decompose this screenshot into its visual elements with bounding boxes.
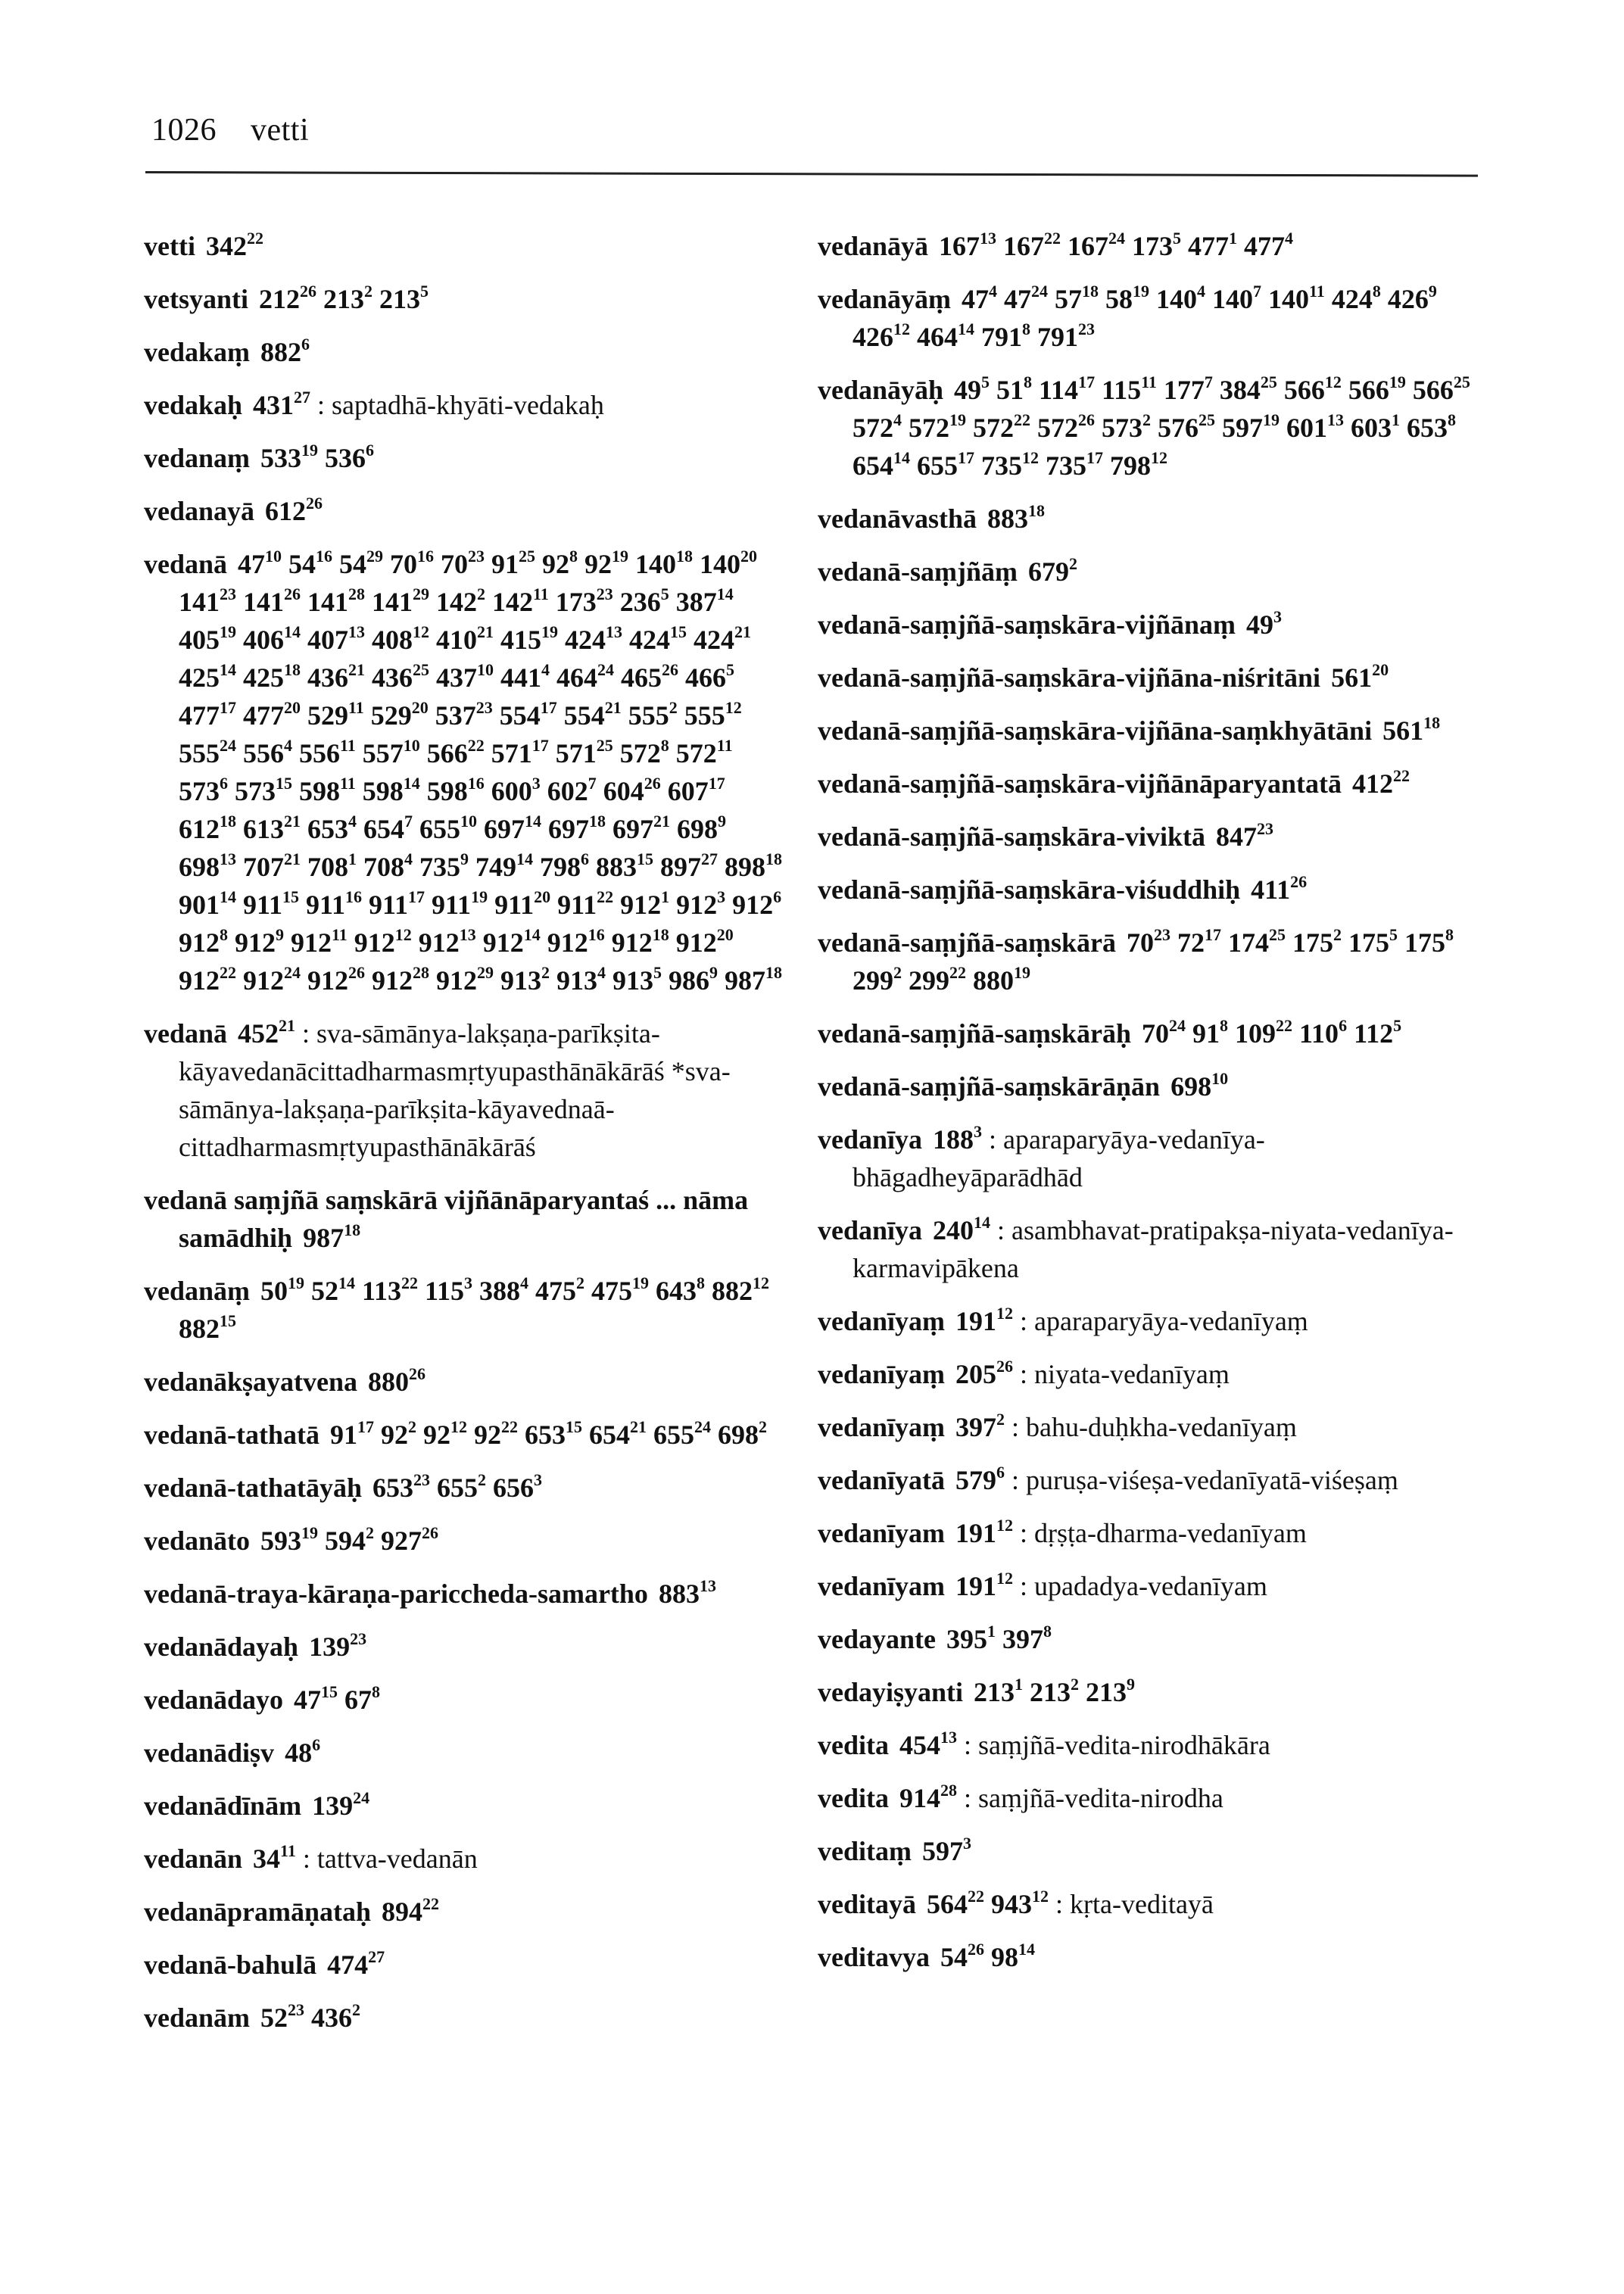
entry-references: $70^{23}$ $72^{17}$ $174^{25}$ $175^2$ $175^5$ $175^8$ $299^2$ $299^{22}$ $880^{19}$ bbox=[853, 925, 1454, 996]
entry-headword: vedanā-saṃjñāṃ bbox=[818, 556, 1018, 587]
index-entry bbox=[818, 1832, 1484, 1870]
entry-headword: vedanā-saṃjñā-saṃskāra-viśuddhiḥ bbox=[818, 874, 1241, 905]
index-entry bbox=[818, 1620, 1484, 1658]
entry-note: : niyata-vedanīyaṃ bbox=[1020, 1359, 1230, 1389]
index-entry bbox=[144, 1628, 787, 1666]
entry-headword: vedanān bbox=[144, 1844, 243, 1874]
index-entry bbox=[818, 712, 1484, 750]
index-entry bbox=[818, 1355, 1484, 1393]
entry-headword: vedanādiṣv bbox=[144, 1738, 275, 1768]
index-entry bbox=[818, 553, 1484, 591]
index-entry bbox=[818, 606, 1484, 644]
index-entry bbox=[818, 1302, 1484, 1340]
page-header bbox=[151, 112, 309, 148]
entry-headword: vedanādīnām bbox=[144, 1791, 302, 1821]
index-entry bbox=[144, 1272, 787, 1348]
entry-references: $894^{22}$ bbox=[382, 1894, 440, 1927]
entry-headword: veditayā bbox=[818, 1889, 916, 1919]
entry-references: $431^{27}$ bbox=[253, 388, 311, 420]
index-entry bbox=[818, 1567, 1484, 1605]
entry-headword: vedanīyam bbox=[818, 1571, 946, 1601]
entry-headword: veditavya bbox=[818, 1942, 930, 1972]
index-entry bbox=[144, 1840, 787, 1878]
entry-headword: vedanīya bbox=[818, 1215, 923, 1245]
index-entry bbox=[818, 1121, 1484, 1196]
entry-headword: vedanām bbox=[144, 2003, 251, 2033]
entry-references: $593^{19}$ $594^2$ $927^{26}$ bbox=[260, 1523, 439, 1556]
entry-references: $213^1$ $213^2$ $213^9$ bbox=[974, 1675, 1136, 1707]
entry-references: $139^{23}$ bbox=[309, 1629, 367, 1662]
entry-references: $533^{19}$ $536^6$ bbox=[260, 441, 375, 473]
index-entry bbox=[818, 227, 1484, 265]
entry-headword: vedanāyāṃ bbox=[818, 284, 952, 314]
entry-headword: vedanā bbox=[144, 1018, 228, 1049]
index-entry bbox=[144, 1363, 787, 1401]
entry-headword: vedanā-saṃjñā-saṃskāra-vijñānāparyantatā bbox=[818, 768, 1342, 799]
index-entry bbox=[818, 1461, 1484, 1499]
header-rule bbox=[145, 171, 1478, 177]
entry-references: $653^{23}$ $655^2$ $656^3$ bbox=[372, 1470, 543, 1503]
entry-headword: vedanā-saṃjñā-saṃskāra-viviktā bbox=[818, 821, 1206, 852]
entry-references: $561^{20}$ bbox=[1331, 660, 1389, 693]
entry-note: : puruṣa-viśeṣa-vedanīyatā-viśeṣaṃ bbox=[1011, 1465, 1398, 1495]
entry-references: $914^{28}$ bbox=[899, 1781, 957, 1813]
index-entry bbox=[818, 371, 1484, 485]
entry-references: $342^{22}$ bbox=[205, 229, 263, 261]
entry-references: $139^{24}$ bbox=[312, 1788, 370, 1821]
entry-note: : bahu-duḥkha-vedanīyaṃ bbox=[1011, 1412, 1297, 1442]
entry-headword: vedanā-saṃjñā-saṃskārāḥ bbox=[818, 1018, 1132, 1049]
entry-references: $191^{12}$ bbox=[955, 1569, 1014, 1601]
entry-references: $882^6$ bbox=[260, 335, 310, 367]
entry-references: $50^{19}$ $52^{14}$ $113^{22}$ $115^3$ $388^4$ $475^2$ $475^{19}$ $643^8$ $882^{12}$ $882^{15}$ bbox=[179, 1273, 770, 1344]
entry-note: : upadadya-vedanīyam bbox=[1020, 1571, 1267, 1601]
index-entry bbox=[818, 871, 1484, 909]
index-entry bbox=[144, 1999, 787, 2037]
entry-references: $91^{17}$ $92^2$ $92^{12}$ $92^{22}$ $653^{15}$ $654^{21}$ $655^{24}$ $698^2$ bbox=[330, 1417, 767, 1450]
entry-headword: vedanādayaḥ bbox=[144, 1632, 299, 1662]
entry-references: $167^{13}$ $167^{22}$ $167^{24}$ $173^5$ $477^1$ $477^4$ bbox=[939, 229, 1294, 261]
entry-headword: vedanā-saṃjñā-saṃskāra-vijñāna-saṃkhyātāni bbox=[818, 715, 1373, 746]
entry-references: $54^{26}$ $98^{14}$ bbox=[940, 1940, 1035, 1972]
index-entry bbox=[818, 659, 1484, 697]
entry-headword: vedanā-saṃjñā-saṃskārā bbox=[818, 927, 1117, 958]
entry-headword: vedanaṃ bbox=[144, 443, 251, 473]
entry-headword: vedanā-saṃjñā-saṃskāra-vijñānaṃ bbox=[818, 609, 1236, 640]
entry-note: : saṃjñā-vedita-nirodhākāra bbox=[964, 1730, 1270, 1760]
entry-references: $880^{26}$ bbox=[368, 1364, 426, 1397]
entry-references: $679^2$ bbox=[1028, 554, 1078, 587]
index-entry bbox=[818, 1779, 1484, 1817]
entry-headword: vetsyanti bbox=[144, 284, 248, 314]
left-column bbox=[144, 227, 787, 2052]
index-entry bbox=[144, 333, 787, 371]
entry-references: $205^{26}$ bbox=[955, 1357, 1014, 1389]
entry-references: $212^{26}$ $213^2$ $213^5$ bbox=[259, 282, 429, 314]
index-entry bbox=[818, 280, 1484, 356]
entry-headword: vedanīyaṃ bbox=[818, 1359, 946, 1389]
entry-references: $70^{24}$ $91^8$ $109^{22}$ $110^6$ $112^5$ bbox=[1142, 1016, 1402, 1049]
index-entry bbox=[144, 1181, 787, 1257]
entry-headword: vedanā-bahulā bbox=[144, 1950, 317, 1980]
entry-references: $49^3$ bbox=[1246, 607, 1283, 640]
entry-headword: vedanāyāḥ bbox=[818, 375, 944, 405]
entry-references: $579^6$ bbox=[955, 1463, 1005, 1495]
entry-headword: vedanāṃ bbox=[144, 1276, 251, 1306]
running-head: vetti bbox=[251, 113, 310, 148]
entry-references: $987^{18}$ bbox=[303, 1220, 361, 1253]
entry-references: $698^{10}$ bbox=[1170, 1069, 1229, 1102]
entry-references: $47^4$ $47^{24}$ $57^{18}$ $58^{19}$ $140^4$ $140^7$ $140^{11}$ $424^8$ $426^9$ $426^{12}$ $464^{14}$ $791^8$ $791^{23}$ bbox=[853, 282, 1437, 352]
entry-references: $191^{12}$ bbox=[955, 1516, 1014, 1548]
index-entry bbox=[144, 1015, 787, 1166]
entry-headword: vedanīyaṃ bbox=[818, 1306, 946, 1336]
entry-headword: vedanādayo bbox=[144, 1685, 284, 1715]
entry-references: $597^3$ bbox=[921, 1834, 971, 1866]
entry-references: $883^{13}$ bbox=[658, 1576, 716, 1609]
entry-note: : saṃjñā-vedita-nirodha bbox=[964, 1783, 1223, 1813]
index-entry bbox=[144, 1787, 787, 1825]
entry-headword: vetti bbox=[144, 231, 195, 261]
index-entry bbox=[144, 492, 787, 530]
entry-references: $49^5$ $51^8$ $114^{17}$ $115^{11}$ $177^7$ $384^{25}$ $566^{12}$ $566^{19}$ $566^{25}$ $572^4$ $572^{19}$ $572^{22}$ $572^{26}$ $573^2$ $576^{25}$ $597^{19}$ $601^{13}$ $603^1$ $653^8$ $654^{14}$ $655^{17}$ $735^{12}$ $735^{17}$ $798^{12}$ bbox=[853, 372, 1470, 481]
index-entry bbox=[818, 818, 1484, 856]
index-entry bbox=[818, 1938, 1484, 1976]
index-entry bbox=[818, 1068, 1484, 1105]
entry-references: $564^{22}$ $943^{12}$ bbox=[927, 1887, 1049, 1919]
index-entry bbox=[144, 1893, 787, 1931]
entry-references: $34^{11}$ bbox=[253, 1841, 296, 1874]
entry-headword: vedanayā bbox=[144, 496, 255, 526]
entry-references: $191^{12}$ bbox=[955, 1304, 1014, 1336]
entry-references: $47^{10}$ $54^{16}$ $54^{29}$ $70^{16}$ $70^{23}$ $91^{25}$ $92^8$ $92^{19}$ $140^{18}$ $140^{20}$ $141^{23}$ $141^{26}$ $141^{28}$ $141^{29}$ $142^2$ $142^{11}$ $173^{23}$ $236^5$ $387^{14}$ $405^{19}$ $406^{14}$ $407^{13}$ $408^{12}$ $410^{21}$ $415^{19}$ $424^{13}$ $424^{15}$ $424^{21}$ $425^{14}$ $425^{18}$ $436^{21}$ $436^{25}$ $437^{10}$ $441^4$ $464^{24}$ $465^{26}$ $466^5$ $477^{17}$ $477^{20}$ $529^{11}$ $529^{20}$ $537^{23}$ $554^{17}$ $554^{21}$ $555^2$ $555^{12}$ $555^{24}$ $556^4$ $556^{11}$ $557^{10}$ $566^{22}$ $571^{17}$ $571^{25}$ $572^8$ $572^{11}$ $573^6$ $573^{15}$ $598^{11}$ $598^{14}$ $598^{16}$ $600^3$ $602^7$ $604^{26}$ $607^{17}$ $612^{18}$ $613^{21}$ $653^4$ $654^7$ $655^{10}$ $697^{14}$ $697^{18}$ $697^{21}$ $698^9$ $698^{13}$ $707^{21}$ $708^1$ $708^4$ $735^9$ $749^{14}$ $798^6$ $883^{15}$ $897^{27}$ $898^{18}$ $901^{14}$ $911^{15}$ $911^{16}$ $911^{17}$ $911^{19}$ $911^{20}$ $911^{22}$ $912^1$ $912^3$ $912^6$ $912^8$ $912^9$ $912^{11}$ $912^{12}$ $912^{13}$ $912^{14}$ $912^{16}$ $912^{18}$ $912^{20}$ $912^{22}$ $912^{24}$ $912^{26}$ $912^{28}$ $912^{29}$ $913^2$ $913^4$ $913^5$ $986^9$ $987^{18}$ bbox=[179, 547, 782, 996]
index-entry bbox=[818, 500, 1484, 538]
entry-headword: vedayante bbox=[818, 1624, 936, 1654]
index-entry bbox=[144, 1946, 787, 1984]
index-entry bbox=[818, 924, 1484, 999]
index-entry bbox=[144, 1681, 787, 1719]
index-entry bbox=[144, 1522, 787, 1560]
entry-references: $397^2$ bbox=[955, 1410, 1005, 1442]
entry-headword: vedanā-traya-kāraṇa-pariccheda-samartho bbox=[144, 1579, 648, 1609]
index-entry bbox=[144, 1734, 787, 1772]
entry-headword: vedita bbox=[818, 1730, 889, 1760]
entry-headword: vedanīyam bbox=[818, 1518, 946, 1548]
entry-references: $474^{27}$ bbox=[327, 1947, 385, 1980]
entry-note: : dṛṣṭa-dharma-vedanīyam bbox=[1020, 1518, 1307, 1548]
index-entry bbox=[818, 1015, 1484, 1052]
entry-note: : tattva-vedanān bbox=[302, 1844, 478, 1874]
entry-headword: vedakaḥ bbox=[144, 390, 243, 420]
index-entry bbox=[818, 1885, 1484, 1923]
index-entry bbox=[818, 1726, 1484, 1764]
entry-references: $412^{22}$ bbox=[1352, 766, 1410, 799]
entry-note: : saptadhā-khyāti-vedakaḥ bbox=[317, 390, 604, 420]
index-entry bbox=[818, 1514, 1484, 1552]
index-entry bbox=[144, 439, 787, 477]
entry-headword: vedanā bbox=[144, 549, 228, 579]
entry-headword: vedanāto bbox=[144, 1526, 251, 1556]
entry-references: $612^{26}$ bbox=[265, 494, 323, 526]
entry-headword: vedanā-tathatāyāḥ bbox=[144, 1473, 363, 1503]
entry-references: $454^{13}$ bbox=[899, 1728, 957, 1760]
entry-references: $48^6$ bbox=[285, 1735, 321, 1768]
entry-references: $452^{21}$ bbox=[238, 1016, 296, 1049]
entry-references: $240^{14}$ bbox=[933, 1213, 991, 1245]
index-entry bbox=[818, 1408, 1484, 1446]
entry-references: $883^{18}$ bbox=[987, 501, 1046, 534]
entry-headword: veditaṃ bbox=[818, 1836, 912, 1866]
index-entry bbox=[818, 1673, 1484, 1711]
entry-headword: vedanāvasthā bbox=[818, 503, 977, 534]
entry-references: $411^{26}$ bbox=[1251, 872, 1308, 905]
entry-references: $847^{23}$ bbox=[1216, 819, 1274, 852]
index-entry bbox=[818, 765, 1484, 803]
entry-headword: vedanīya bbox=[818, 1124, 923, 1155]
entry-headword: vedanīyatā bbox=[818, 1465, 946, 1495]
entry-note: : aparaparyāya-vedanīyaṃ bbox=[1020, 1306, 1308, 1336]
index-entry bbox=[818, 1211, 1484, 1287]
index-entry bbox=[144, 227, 787, 265]
entry-headword: vedanā saṃjñā saṃskārā vijñānāparyantaś ... nāma samādhiḥ bbox=[144, 1185, 749, 1253]
index-entry bbox=[144, 1469, 787, 1507]
right-column bbox=[818, 227, 1484, 1991]
index-entry bbox=[144, 1575, 787, 1613]
entry-headword: vedayiṣyanti bbox=[818, 1677, 964, 1707]
entry-note: : kṛta-veditayā bbox=[1055, 1889, 1214, 1919]
page-number: 1026 bbox=[151, 113, 217, 148]
entry-headword: vedanā-tathatā bbox=[144, 1420, 320, 1450]
entry-headword: vedanā-saṃjñā-saṃskārāṇān bbox=[818, 1071, 1161, 1102]
entry-headword: vedanā-saṃjñā-saṃskāra-vijñāna-niśritāni bbox=[818, 662, 1321, 693]
entry-references: $395^1$ $397^8$ bbox=[946, 1622, 1052, 1654]
entry-headword: vedanākṣayatvena bbox=[144, 1367, 358, 1397]
entry-headword: vedakaṃ bbox=[144, 337, 251, 367]
index-entry bbox=[144, 1416, 787, 1454]
entry-note: : aparaparyāya-vedanīya-bhāgadheyāparādhād bbox=[853, 1124, 1265, 1192]
entry-references: $47^{15}$ $67^8$ bbox=[294, 1682, 381, 1715]
entry-headword: vedanāpramāṇataḥ bbox=[144, 1897, 372, 1927]
index-entry bbox=[144, 280, 787, 318]
entry-references: $188^3$ bbox=[933, 1122, 983, 1155]
entry-references: $561^{18}$ bbox=[1382, 713, 1441, 746]
entry-headword: vedanāyā bbox=[818, 231, 929, 261]
entry-note: : asambhavat-pratipakṣa-niyata-vedanīya-karmavipākena bbox=[853, 1215, 1454, 1283]
entry-headword: vedita bbox=[818, 1783, 889, 1813]
entry-references: $52^{23}$ $436^2$ bbox=[260, 2000, 361, 2033]
index-entry bbox=[144, 545, 787, 999]
index-entry bbox=[144, 386, 787, 424]
entry-headword: vedanīyaṃ bbox=[818, 1412, 946, 1442]
entry-note: : sva-sāmānya-lakṣaṇa-parīkṣita-kāyavedanācittadharmasmṛtyupasthānākārāś *sva-sāmānya-lakṣaṇa-parīkṣita-kāyavednaā-cittadharmasmṛtyupasthānākārāś bbox=[179, 1018, 731, 1162]
